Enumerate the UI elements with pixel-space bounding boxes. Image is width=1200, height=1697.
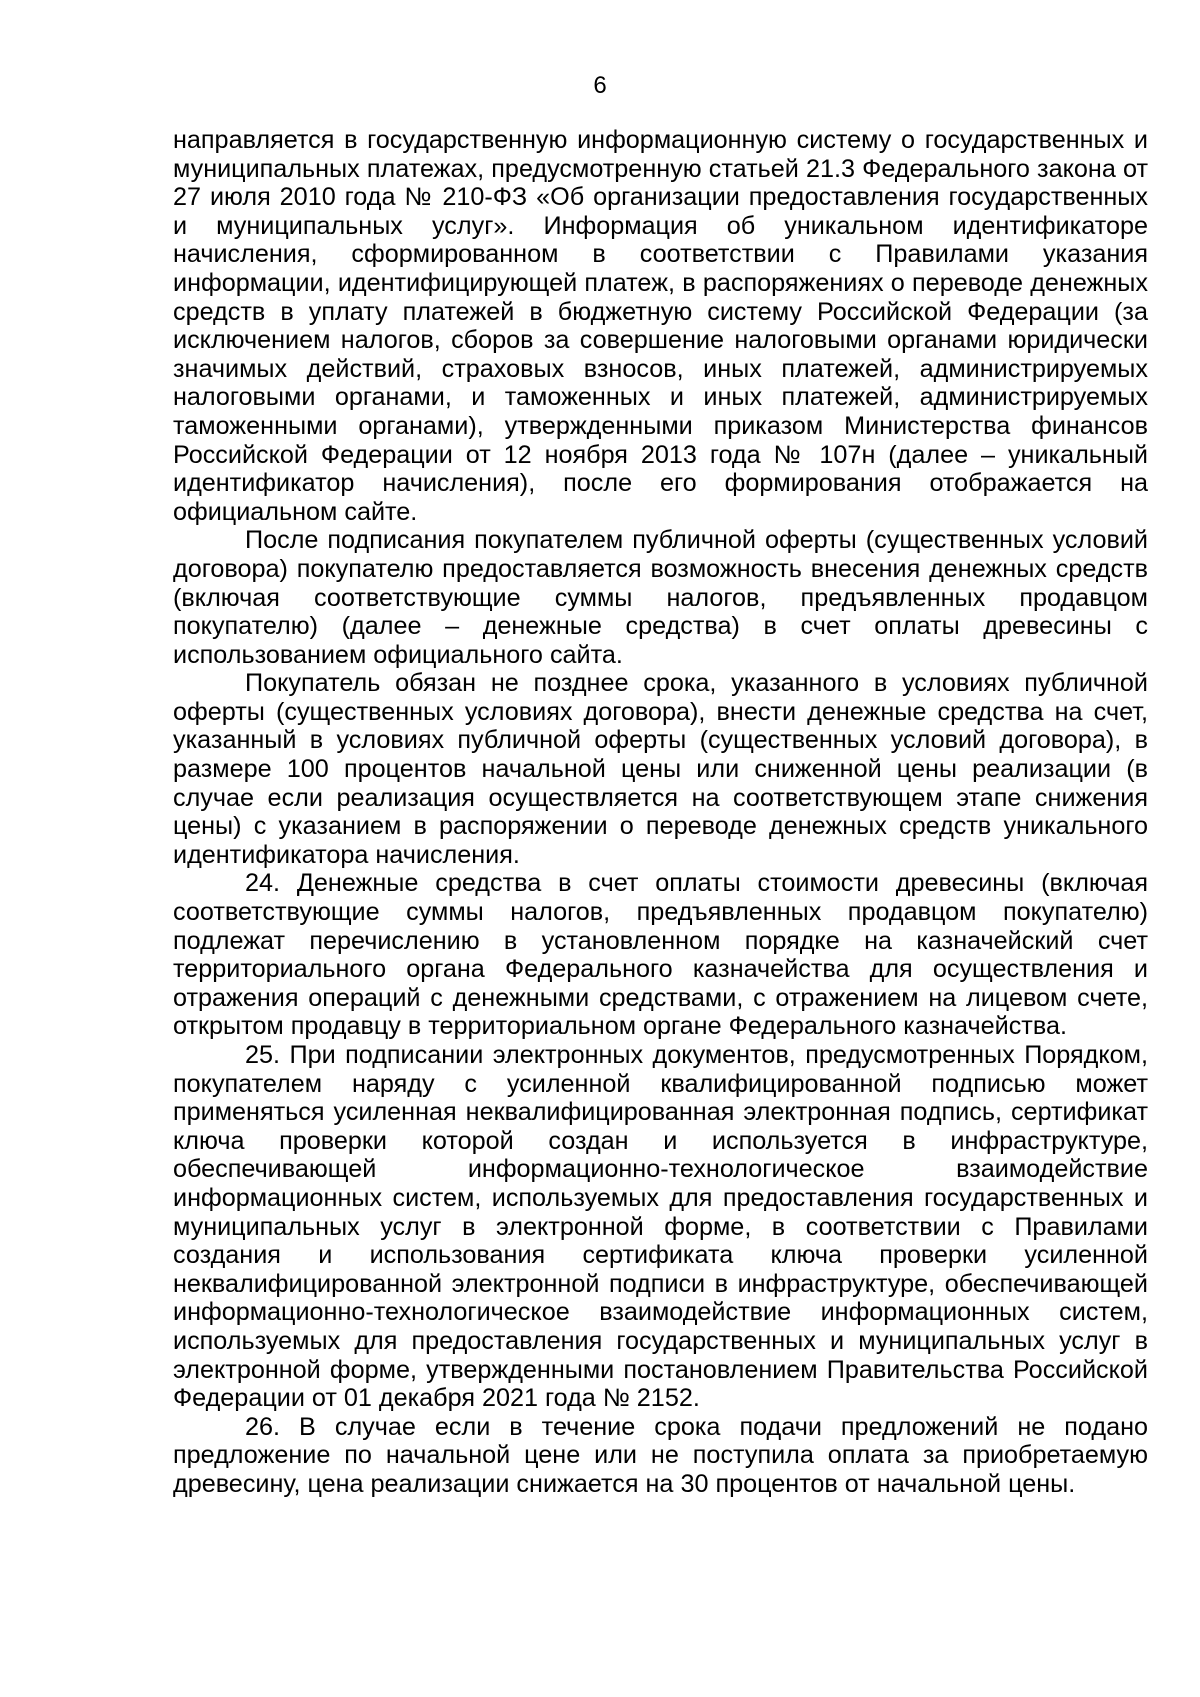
paragraph-clause-25: 25. При подписании электронных документов, предусмотренных Порядком, покупателем наряду с усиленной квалифицированной подписью может применяться усиленная неквалифицированная электронная подпись, сертификат ключа проверки которой создан и используется в инфраструктуре, обеспечивающей информационно-технологическое взаимодействие информационных систем, используемых для предоставления государственных и муниципальных услуг в электронной форме, в соответствии с Правилами создания и использования сертификата ключа проверки усиленной неквалифицированной электронной подписи в инфраструктуре, обеспечивающей информационно-технологическое взаимодействие информационных систем, используемых для предоставления государственных и муниципальных услуг в электронной форме, утвержденными постановлением Правительства Российской Федерации от 01 декабря 2021 года № 2152. <box>173 1041 1148 1413</box>
paragraph-clause-26: 26. В случае если в течение срока подачи предложений не подано предложение по начальной цене или не поступила оплата за приобретаемую древесину, цена реализации снижается на 30 процентов от начальной цены. <box>173 1412 1148 1498</box>
document-body <box>173 126 1148 1499</box>
paragraph-buyer-obligation: Покупатель обязан не позднее срока, указанного в условиях публичной оферты (существенных условиях договора), внести денежные средства на счет, указанный в условиях публичной оферты (существенных условий договора), в размере 100 процентов начальной цены или сниженной цены реализации (в случае если реализация осуществляется на соответствующем этапе снижения цены) с указанием в распоряжении о переводе денежных средств уникального идентификатора начисления. <box>173 669 1148 869</box>
paragraph-offer-signing: После подписания покупателем публичной оферты (существенных условий договора) покупателю предоставляется возможность внесения денежных средств (включая соответствующие суммы налогов, предъявленных продавцом покупателю) (далее – денежные средства) в счет оплаты древесины с использованием официального сайта. <box>173 526 1148 669</box>
paragraph-clause-24: 24. Денежные средства в счет оплаты стоимости древесины (включая соответствующие суммы налогов, предъявленных продавцом покупателю) подлежат перечислению в установленном порядке на казначейский счет территориального органа Федерального казначейства для осуществления и отражения операций с денежными средствами, с отражением на лицевом счете, открытом продавцу в территориальном органе Федерального казначейства. <box>173 869 1148 1041</box>
paragraph-continuation: направляется в государственную информационную систему о государственных и муниципальных платежах, предусмотренную статьей 21.3 Федерального закона от 27 июля 2010 года № 210-ФЗ «Об организации предоставления государственных и муниципальных услуг». Информация об уникальном идентификаторе начисления, сформированном в соответствии с Правилами указания информации, идентифицирующей платеж, в распоряжениях о переводе денежных средств в уплату платежей в бюджетную систему Российской Федерации (за исключением налогов, сборов за совершение налоговыми органами юридически значимых действий, страховых взносов, иных платежей, администрируемых налоговыми органами, и таможенных и иных платежей, администрируемых таможенными органами), утвержденными приказом Министерства финансов Российской Федерации от 12 ноября 2013 года № 107н (далее – уникальный идентификатор начисления), после его формирования отображается на официальном сайте. <box>173 126 1148 526</box>
page-number: 6 <box>593 72 607 99</box>
